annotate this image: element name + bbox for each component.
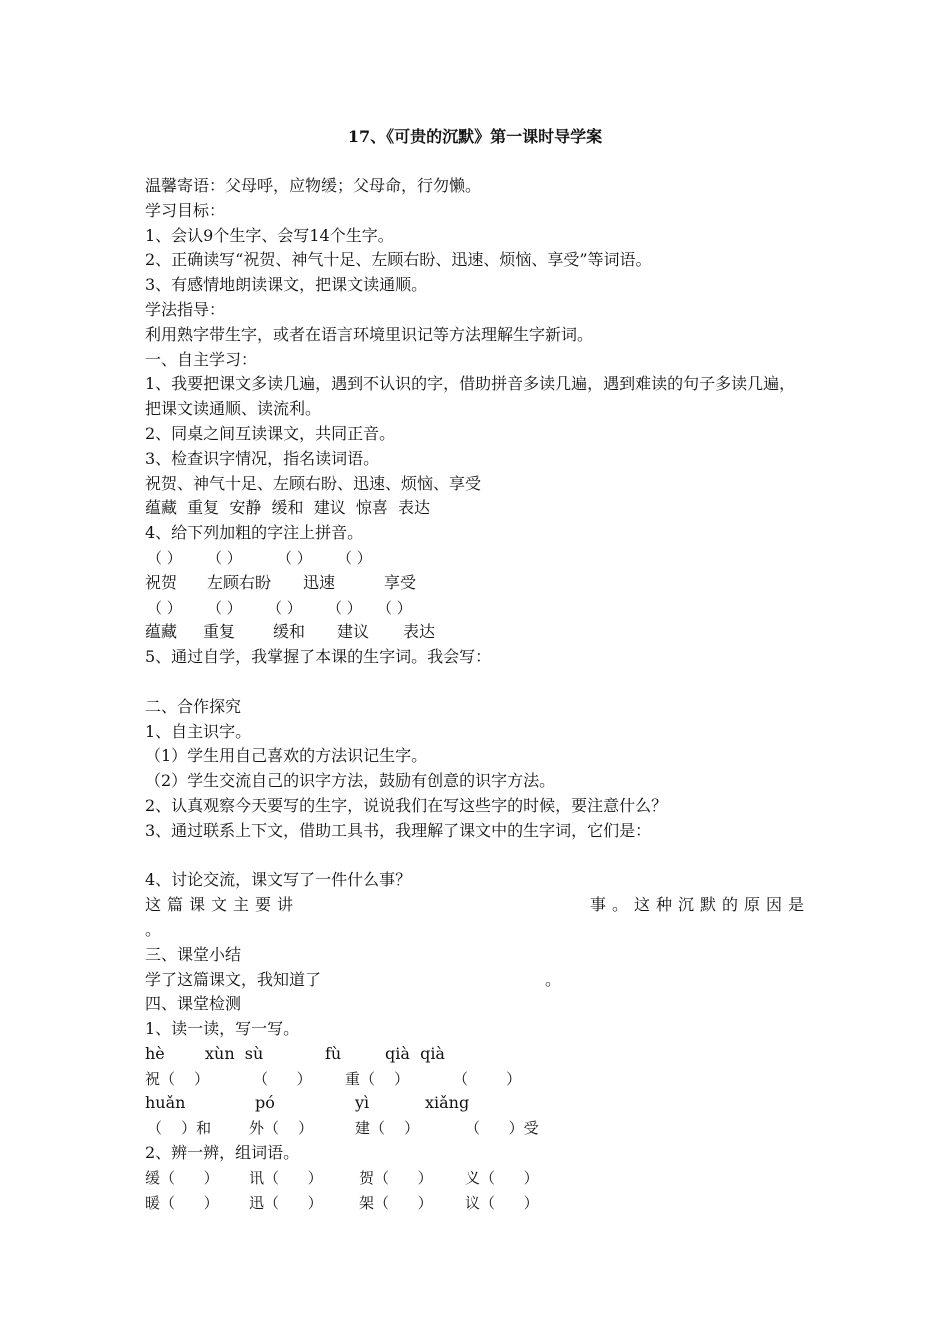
fill-blank: （ ）受 [465,1119,539,1138]
pinyin-blank: （ ） [327,598,362,617]
word: 建议 [337,622,370,642]
pinyin-blank-row [145,596,810,621]
s2-item2: 2、认真观察今天要写的生字，说说我们在写这些字的时候，要注意什么？ [145,795,668,815]
s4-item2: 2、辨一辨，组词语。 [145,1143,300,1163]
answer-suffix: 事。这种沉默的原因是 [589,895,810,915]
fill-blank: （ ） [253,1069,312,1088]
group-blank: 迅（ ） [249,1193,323,1212]
word-list: 蕴藏 重复 安静 缓和 建议 惊喜 表达 [145,498,431,518]
pinyin-blank: （ ） [337,548,372,567]
fill-blank: 外（ ） [249,1119,314,1138]
group-blank: 贺（ ） [359,1168,433,1187]
goal-item: 3、有感情地朗读课文，把课文读通顺。 [145,275,428,295]
fill-blank: 祝（ ） [145,1069,210,1088]
answer-prefix: 这篇课文主要讲 [145,895,300,915]
group-blank: 义（ ） [465,1168,539,1187]
pinyin-blank: （ ） [147,548,182,567]
group-blank: 讯（ ） [249,1168,323,1187]
pinyin-row [145,1042,810,1067]
greeting: 温馨寄语：父母呼，应物缓；父母命，行勿懒。 [145,176,482,195]
group-blank: 缓（ ） [145,1168,219,1187]
fill-blank: （ ）和 [147,1119,212,1138]
pinyin-blank: （ ） [147,598,182,617]
word: 重复 [203,622,236,642]
goal-item: 1、会认9个生字、会写14个生字。 [145,225,394,245]
word-list: 祝贺、神气十足、左顾右盼、迅速、烦恼、享受 [145,473,482,493]
word-row [145,620,810,645]
pinyin-blank-row [145,546,810,571]
fill-blank: 建（ ） [355,1119,420,1138]
s1-item2: 2、同桌之间互读课文，共同正音。 [145,423,396,443]
fill-row [145,1067,810,1092]
group-blank: 议（ ） [465,1193,539,1212]
pinyin: xiǎng [425,1093,470,1113]
pinyin-blank: （ ） [207,598,242,617]
word: 左顾右盼 [207,572,272,592]
pinyin-blank: （ ） [277,548,312,567]
goals-heading: 学习目标： [145,200,226,220]
page-title: 17、《可贵的沉默》第一课时导学案 [347,127,603,146]
s2-item4: 4、讨论交流，课文写了一件什么事？ [145,870,412,890]
method-heading: 学法指导： [145,299,226,319]
word: 祝贺 [145,572,178,592]
section-heading: 一、自主学习： [145,349,258,369]
s2-item1: 1、自主识字。 [145,721,252,741]
fill-row [145,1116,810,1141]
group-row [145,1166,810,1191]
pinyin: hè [145,1043,165,1063]
word: 享受 [384,572,417,592]
document-body [145,174,810,1215]
fill-blank: （ ） [453,1069,522,1088]
section-heading: 三、课堂小结 [145,944,242,964]
group-blank: 架（ ） [359,1193,433,1212]
group-row [145,1191,810,1216]
blank-line [145,844,810,869]
pinyin-blank: （ ） [267,598,302,617]
pinyin: fù [325,1043,342,1063]
s1-item5: 5、通过自学，我掌握了本课的生字词。我会写： [145,647,492,667]
word: 迅速 [303,572,336,592]
s2-sub1: （1）学生用自己喜欢的方法识记生字。 [145,746,428,766]
summary-line [145,968,810,993]
answer-end: 。 [145,919,162,939]
section-heading: 四、课堂检测 [145,994,242,1014]
blank-line [145,670,810,695]
pinyin: qià qià [385,1043,445,1063]
word-row [145,571,810,596]
pinyin: xùn sù [205,1043,264,1063]
s2-item3: 3、通过联系上下文，借助工具书，我理解了课文中的生字词，它们是： [145,820,652,840]
pinyin: huǎn [145,1093,186,1113]
section-heading: 二、合作探究 [145,696,242,716]
pinyin-blank: （ ） [207,548,242,567]
fill-blank: 重（ ） [345,1069,410,1088]
s4-item1: 1、读一读，写一写。 [145,1019,300,1039]
pinyin: pó [255,1093,275,1113]
pinyin: yì [355,1093,370,1113]
s1-item1: 1、我要把课文多读几遍，遇到不认识的字，借助拼音多读几遍，遇到难读的句子多读几遍，把课文读通顺、读流利。 [145,374,796,419]
method-text: 利用熟字带生字，或者在语言环境里识记等方法理解生字新词。 [145,324,594,344]
word: 缓和 [273,622,306,642]
s1-item4: 4、给下列加粗的字注上拼音。 [145,523,364,543]
s2-sub2: （2）学生交流自己的识字方法，鼓励有创意的识字方法。 [145,771,556,791]
group-blank: 暖（ ） [145,1193,219,1212]
answer-line [145,893,810,918]
pinyin-blank: （ ） [377,598,412,617]
summary-text: 学了这篇课文，我知道了 [145,969,322,989]
pinyin-row [145,1091,810,1116]
word: 蕴藏 [145,622,178,642]
word: 表达 [403,622,436,642]
goal-item: 2、正确读写“祝贺、神气十足、左顾右盼、迅速、烦恼、享受”等词语。 [145,250,652,270]
s1-item3: 3、检查识字情况，指名读词语。 [145,448,380,468]
summary-end: 。 [545,969,562,989]
